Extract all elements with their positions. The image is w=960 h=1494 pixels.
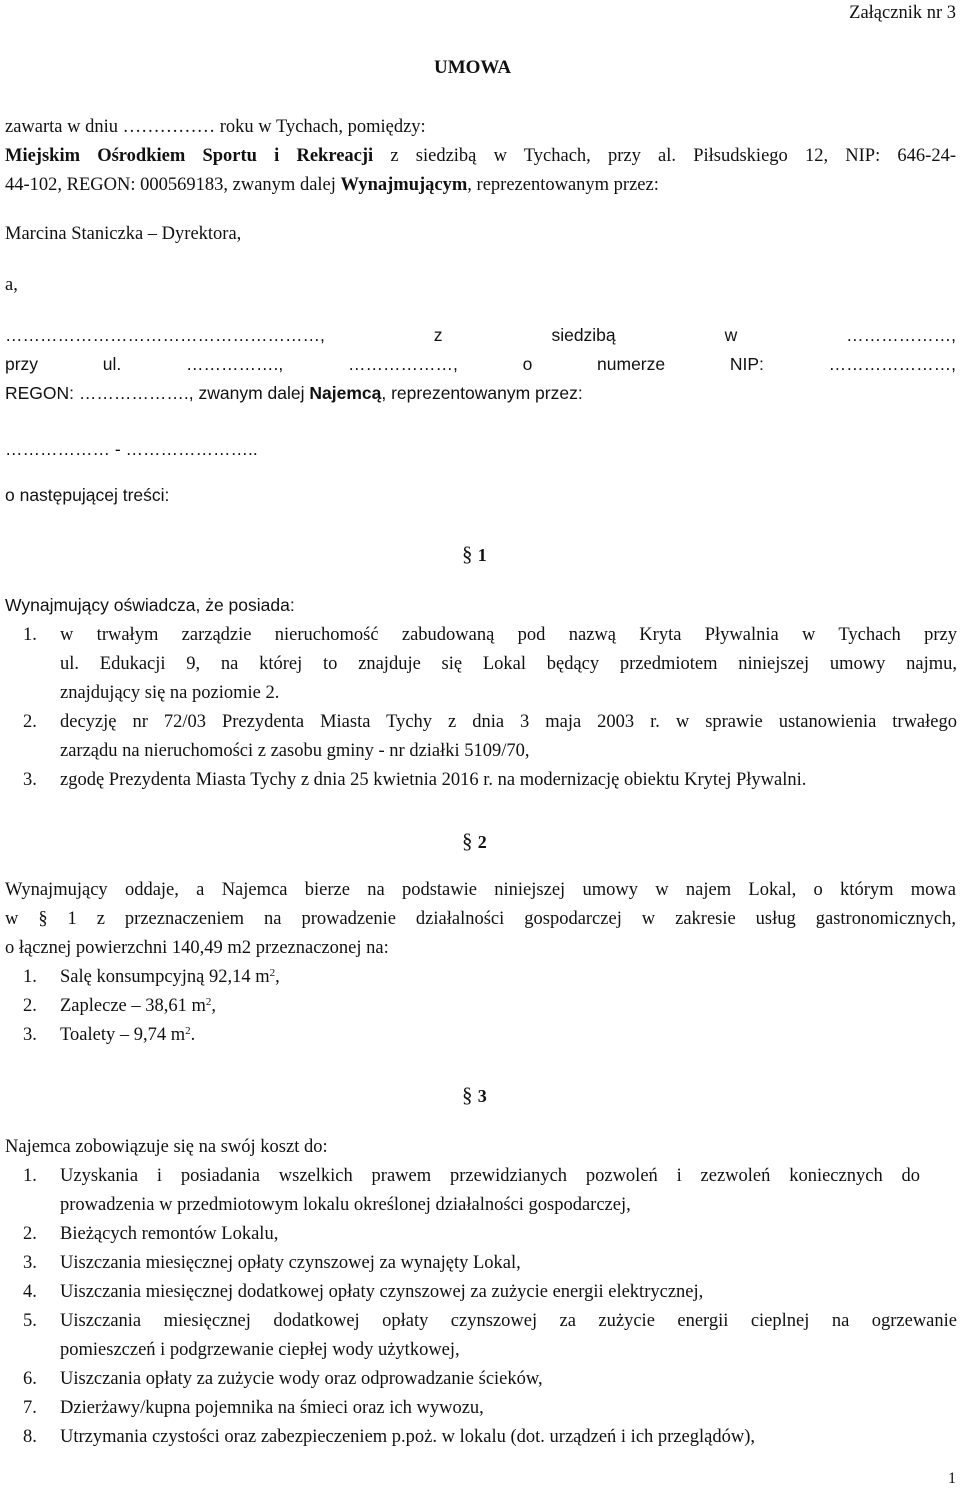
- s2-item-1: Salę konsumpcyjną 92,14 $m^2$,: [60, 967, 280, 987]
- s1-item-num: 1.: [23, 625, 37, 645]
- s2-line-3: o łącznej powierzchni 140,49 m2 przeznaczonej na:: [5, 938, 389, 958]
- tenant-line-4: ……………… - …………………..: [5, 439, 258, 459]
- tenant-line-3: REGON: ………………., zwanym dalej Najemcą, reprezentowanym przez:: [5, 383, 583, 403]
- s3-item-num: 1.: [23, 1166, 37, 1186]
- s1-item-2-line-2: zarządu na nieruchomości z zasobu gminy - nr działki 5109/70,: [60, 741, 530, 761]
- s2-item-num: 1.: [23, 967, 37, 987]
- document-title: UMOWA: [434, 57, 512, 78]
- s2-line-2: w § 1 z przeznaczeniem na prowadzenie działalności gospodarczej w zakresie usług gastronomicznych,: [5, 909, 956, 929]
- tenant-term: Najemcą: [309, 383, 382, 403]
- s2-line-1: Wynajmujący oddaje, a Najemca bierze na podstawie niniejszej umowy w najem Lokal, o którym mowa: [5, 880, 956, 900]
- s3-item-1-line-1: Uzyskania i posiadania wszelkich prawem przewidzianych pozwoleń i zezwoleń koniecznych do: [60, 1166, 920, 1186]
- s3-item-num: 2.: [23, 1224, 37, 1244]
- intro-line-1: zawarta w dniu …………… roku w Tychach, pomiędzy:: [5, 117, 426, 137]
- s3-item-num: 8.: [23, 1427, 37, 1447]
- annex-label: Załącznik nr 3: [849, 3, 956, 23]
- s3-item-3: Uiszczania miesięcznej opłaty czynszowej za wynajęty Lokal,: [60, 1253, 521, 1273]
- s3-item-num: 5.: [23, 1311, 37, 1331]
- lessor-name: Miejskim Ośrodkiem Sportu i Rekreacji: [5, 146, 374, 166]
- conjunction: a,: [5, 275, 18, 295]
- s1-item-1-line-3: znajdujący się na poziomie 2.: [60, 683, 280, 703]
- page-number: 1: [948, 1470, 956, 1487]
- section-2-heading: § 2: [462, 829, 487, 853]
- s1-item-1-line-2: ul. Edukacji 9, na której to znajduje się Lokal będący przedmiotem niniejszej umowy najmu,: [60, 654, 957, 674]
- section-1-heading: § 1: [462, 542, 487, 566]
- s1-item-2-line-1: decyzję nr 72/03 Prezydenta Miasta Tychy z dnia 3 maja 2003 r. w sprawie ustanowienia trwałego: [60, 712, 957, 732]
- s1-item-num: 2.: [23, 712, 37, 732]
- s3-item-num: 4.: [23, 1282, 37, 1302]
- s3-item-8: Utrzymania czystości oraz zabezpieczeniem p.poż. w lokalu (dot. urządzeń i ich przeglądów),: [60, 1427, 755, 1447]
- s2-item-2: Zaplecze – 38,61 $m^2$,: [60, 996, 217, 1016]
- s1-item-3-line-1: zgodę Prezydenta Miasta Tychy z dnia 25 kwietnia 2016 r. na modernizację obiektu Krytej Pływalni.: [60, 770, 807, 790]
- s3-item-2: Bieżących remontów Lokalu,: [60, 1224, 279, 1244]
- s3-item-num: 6.: [23, 1369, 37, 1389]
- s1-item-1-line-1: w trwałym zarządzie nieruchomość zabudowaną pod nazwą Kryta Pływalnia w Tychach przy: [60, 625, 957, 645]
- s3-item-num: 7.: [23, 1398, 37, 1418]
- s3-item-5-line-2: pomieszczeń i podgrzewanie ciepłej wody użytkowej,: [60, 1340, 460, 1360]
- section-3-intro: Najemca zobowiązuje się na swój koszt do:: [5, 1137, 328, 1157]
- tenant-line-2: przy ul. ……………., ………………, o numerze NIP: …………………,: [5, 354, 956, 374]
- intro-line-3: 44-102, REGON: 000569183, zwanym dalej Wynajmującym, reprezentowanym przez:: [5, 175, 659, 195]
- s3-item-5-line-1: Uiszczania miesięcznej dodatkowej opłaty czynszowej za zużycie energii cieplnej na ogrzewanie: [60, 1311, 957, 1331]
- s3-item-num: 3.: [23, 1253, 37, 1273]
- representative: Marcina Staniczka – Dyrektora,: [5, 224, 242, 244]
- s3-item-4: Uiszczania miesięcznej dodatkowej opłaty czynszowej za zużycie energii elektrycznej,: [60, 1282, 704, 1302]
- s3-item-7: Dzierżawy/kupna pojemnika na śmieci oraz ich wywozu,: [60, 1398, 484, 1418]
- s2-item-num: 3.: [23, 1025, 37, 1045]
- s3-item-6: Uiszczania opłaty za zużycie wody oraz odprowadzanie ścieków,: [60, 1369, 543, 1389]
- section-1-intro: Wynajmujący oświadcza, że posiada:: [5, 595, 295, 615]
- section-3-heading: § 3: [462, 1083, 487, 1107]
- s3-item-1-line-2: prowadzenia w przedmiotowym lokalu określonej działalności gospodarczej,: [60, 1195, 631, 1215]
- s2-item-num: 2.: [23, 996, 37, 1016]
- intro-line-2: Miejskim Ośrodkiem Sportu i Rekreacji z siedzibą w Tychach, przy al. Piłsudskiego 12, NIP: 646-24-: [5, 146, 956, 166]
- s2-item-3: Toalety – 9,74 $m^2$.: [60, 1025, 196, 1045]
- s1-item-num: 3.: [23, 770, 37, 790]
- tenant-line-5: o następującej treści:: [5, 485, 170, 505]
- tenant-line-1: ………………………………………………, z siedzibą w ………………,: [5, 325, 956, 345]
- lessor-term: Wynajmującym: [340, 175, 468, 195]
